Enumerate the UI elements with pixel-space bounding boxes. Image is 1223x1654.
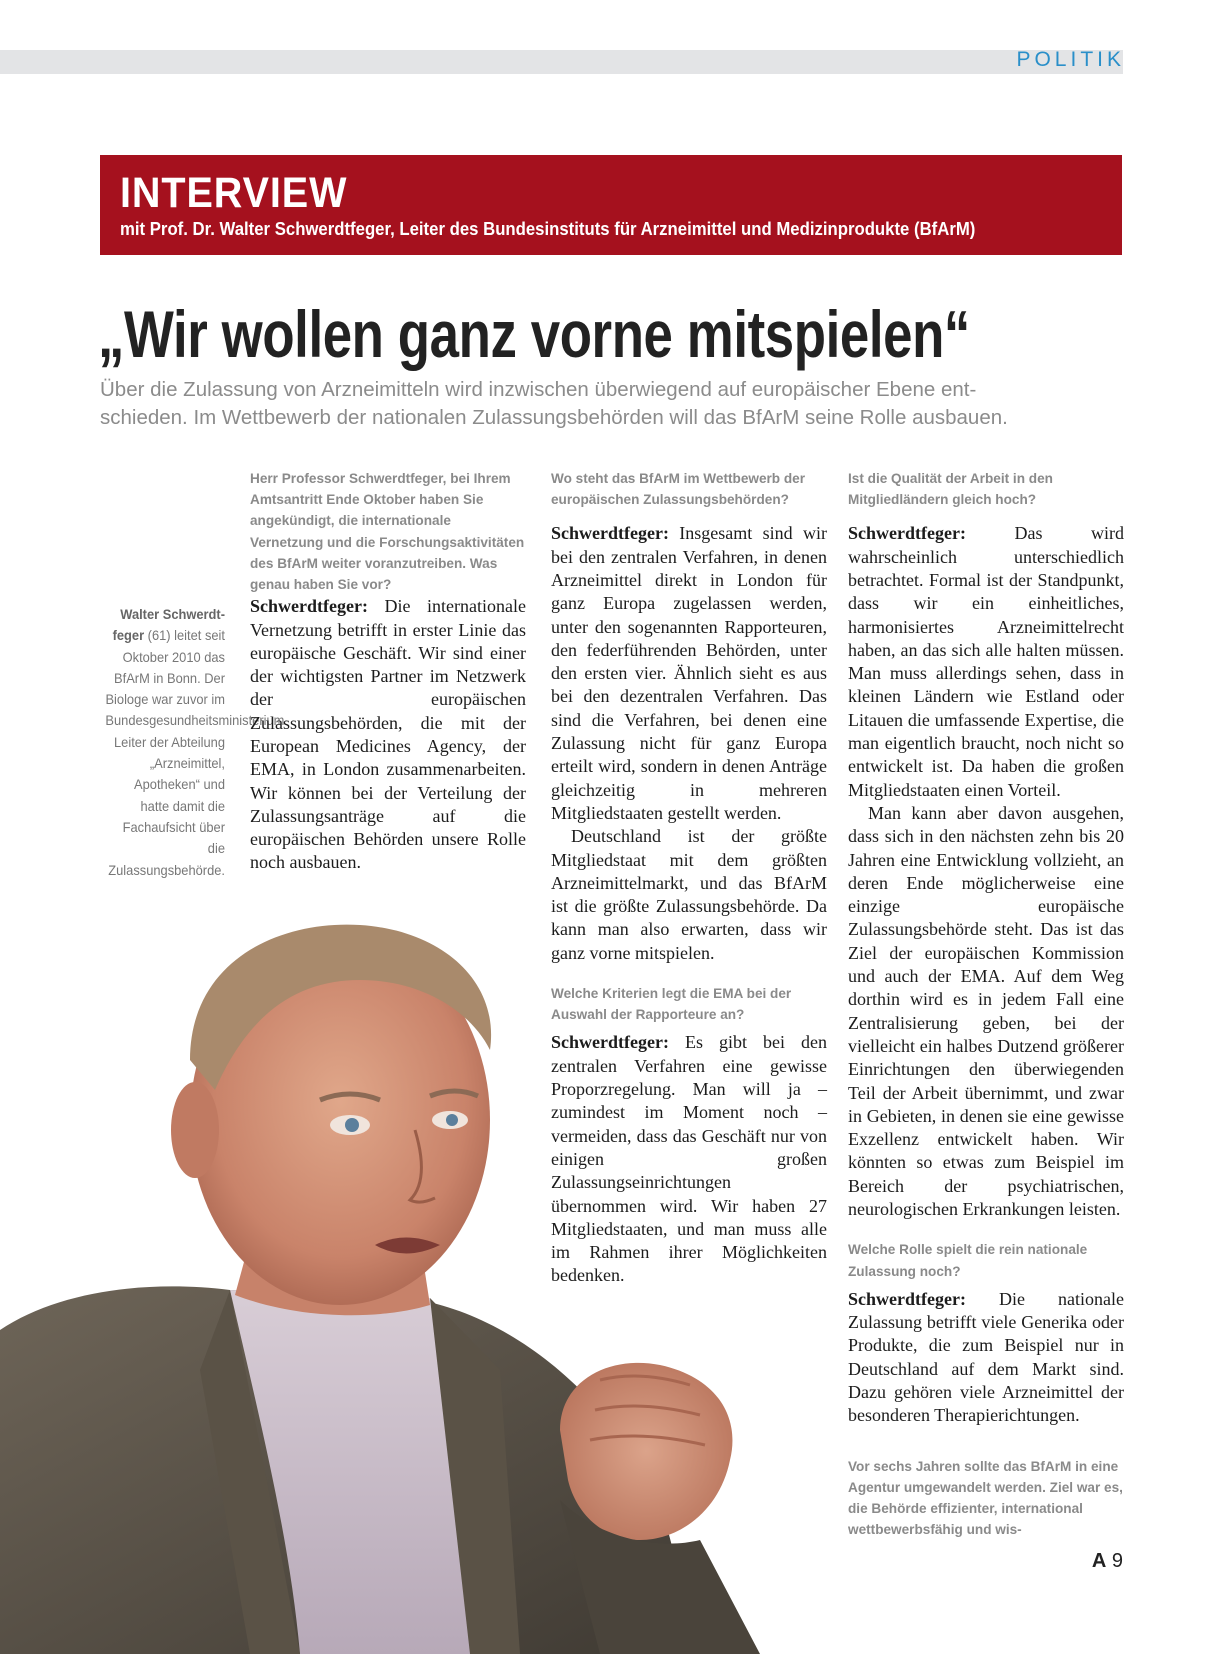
section-label: POLITIK	[1016, 48, 1125, 71]
spacer	[848, 1428, 1124, 1456]
answer-4-continued: Man kann aber davon ausgehen, dass sich in den nächsten zehn bis 20 Jahren eine Entwicklung vollzieht, an deren Ende möglicherweise eine einzige europäische Zulassungsbehörde steht. Das ist das Ziel der europäischen Kommission und auch der EMA. Auf dem Weg dorthin wird es in jedem Fall eine Zentralisierung geben, bei der vielleicht ein halbes Dutzend größerer Einrichtungen den überwiegenden Teil der Arbeit übernimmt, und zwar in Gebieten, in denen sie eine gewisse Exzellenz entwickelt haben. Wir könnten so etwas zum Beispiel im Bereich der psychiatrischen, neurologischen Erkrankungen leisten.	[848, 802, 1124, 1220]
answer-1	[250, 595, 526, 875]
spacer	[848, 1221, 1124, 1239]
section-bar	[0, 50, 1123, 74]
caption-name: Walter Schwerdt-feger	[112, 606, 225, 644]
answer-text: Insgesamt sind wir bei den zentralen Verfahren, in denen Arzneimittel direkt in London für ganz Europa zugelassen werden, unter den sogenannten Rapporteuren, den federführenden Behörden, unter den ersten vier. Ähnlich sieht es aus bei den dezentralen Verfahren. Das sind die Verfahren, bei denen eine Zulassung nicht für ganz Europa erteilt wird, sondern in denen Anträge gleichzeitig in mehreren Mitgliedstaaten gestellt werden.	[551, 523, 827, 823]
answer-text: Die nationale Zulassung betrifft viele Generika oder Produkte, die zum Beispiel nur in Deutschland auf dem Markt sind. Dazu gehören viele Arzneimittel der besonderen Therapierichtungen.	[848, 1288, 1124, 1426]
answer-2-continued: Deutschland ist der größte Mitgliedstaat mit dem größten Arzneimittelmarkt, und das BfArM ist die größte Zulassungsbehörde. Da kann man also erwarten, dass wir ganz vorne mitspielen.	[551, 826, 827, 963]
lead-line-2: schieden. Im Wettbewerb der nationalen Zulassungsbehörden will das BfArM seine Rolle ausbauen.	[100, 406, 1008, 429]
lead-paragraph	[100, 376, 1122, 432]
answer-4	[848, 522, 1124, 802]
answer-text: Es gibt bei den zentralen Verfahren eine gewisse Proporzregelung. Man will ja – zumindest im Moment noch – vermeiden, dass das Geschäft nur von einigen großen Zulassungseinrichtungen übernommen wird. Wir haben 27 Mitgliedstaaten, und man muss alle im Rahmen ihrer Möglichkeiten bedenken.	[551, 1032, 827, 1286]
speaker-label: Schwerdtfeger:	[551, 523, 669, 544]
question-4: Ist die Qualität der Arbeit in den Mitgliedländern gleich hoch?	[848, 471, 1053, 508]
interview-subtitle: mit Prof. Dr. Walter Schwerdtfeger, Leiter des Bundesinstituts für Arzneimittel und Medizinprodukte (BfArM)	[120, 219, 976, 239]
question-3: Welche Kriterien legt die EMA bei der Auswahl der Rapporteure an?	[551, 986, 792, 1023]
answer-text: Das wird wahrscheinlich unterschiedlich betrachtet. Formal ist der Standpunkt, dass wir ein einheitliches, harmonisiertes Arzneimittelrecht haben, an das sich alle halten müssen. Man muss allerdings sehen, dass in kleinen Ländern wie Estland oder Litauen die umfassende Expertise, die man eigentlich braucht, noch nicht so entwickelt ist. Da haben die großen Mitgliedstaaten einen Vorteil.	[848, 523, 1124, 800]
question-6: Vor sechs Jahren sollte das BfArM in eine Agentur umgewandelt werden. Ziel war es, die Behörde effizienter, international wettbewerbsfähig und wis-	[848, 1458, 1123, 1538]
spacer	[848, 510, 1124, 522]
portrait-photo	[0, 900, 850, 1654]
magazine-letter: A	[1091, 1550, 1107, 1572]
column-1	[250, 468, 526, 875]
answer-2	[551, 522, 827, 825]
lead-line-1: Über die Zulassung von Arzneimitteln wird inzwischen überwiegend auf europäischer Ebene ent-	[100, 378, 977, 401]
question-5: Welche Rolle spielt die rein nationale Zulassung noch?	[848, 1242, 1088, 1279]
speaker-label: Schwerdtfeger:	[848, 1288, 966, 1309]
spacer	[551, 510, 827, 522]
interview-banner	[100, 155, 1122, 255]
page-number-value: 9	[1111, 1550, 1123, 1572]
speaker-label: Schwerdtfeger:	[848, 523, 966, 544]
caption-text: (61) leitet seit Oktober 2010 das BfArM in Bonn. Der Biologe war zuvor im Bundesgesundheitsministerium Leiter der Abteilung „Arzneimittel, Apotheken“ und hatte damit die Fachaufsicht über die Zulassungsbehörde.	[105, 627, 285, 878]
question-1: Herr Professor Schwerdtfeger, bei Ihrem Amtsantritt Ende Oktober haben Sie angekündigt, die internationale Vernetzung und die Forschungsaktivitäten des BfArM weiter voranzutreiben. Was genau haben Sie vor?	[250, 471, 525, 593]
answer-text: Die internationale Vernetzung betrifft in erster Linie das europäische Geschäft. Wir sind einer der wichtigsten Partner im Netzwerk der europäischen Zulassungsbehörden, die mit der European Medicines Agency, der EMA, in London zusammenarbeiten. Wir können bei der Verteilung der Zulassungsanträge auf die europäischen Behörden unsere Rolle noch ausbauen.	[250, 596, 526, 873]
photo-caption	[105, 604, 285, 881]
question-2: Wo steht das BfArM im Wettbewerb der europäischen Zulassungsbehörden?	[551, 471, 806, 508]
page-number	[1092, 1550, 1123, 1573]
speaker-label: Schwerdtfeger:	[551, 1032, 669, 1053]
headline: „Wir wollen ganz vorne mitspielen“	[98, 297, 970, 371]
answer-5	[848, 1288, 1124, 1428]
interview-title: INTERVIEW	[120, 169, 348, 217]
column-3	[848, 468, 1124, 1540]
speaker-label: Schwerdtfeger:	[250, 596, 368, 617]
